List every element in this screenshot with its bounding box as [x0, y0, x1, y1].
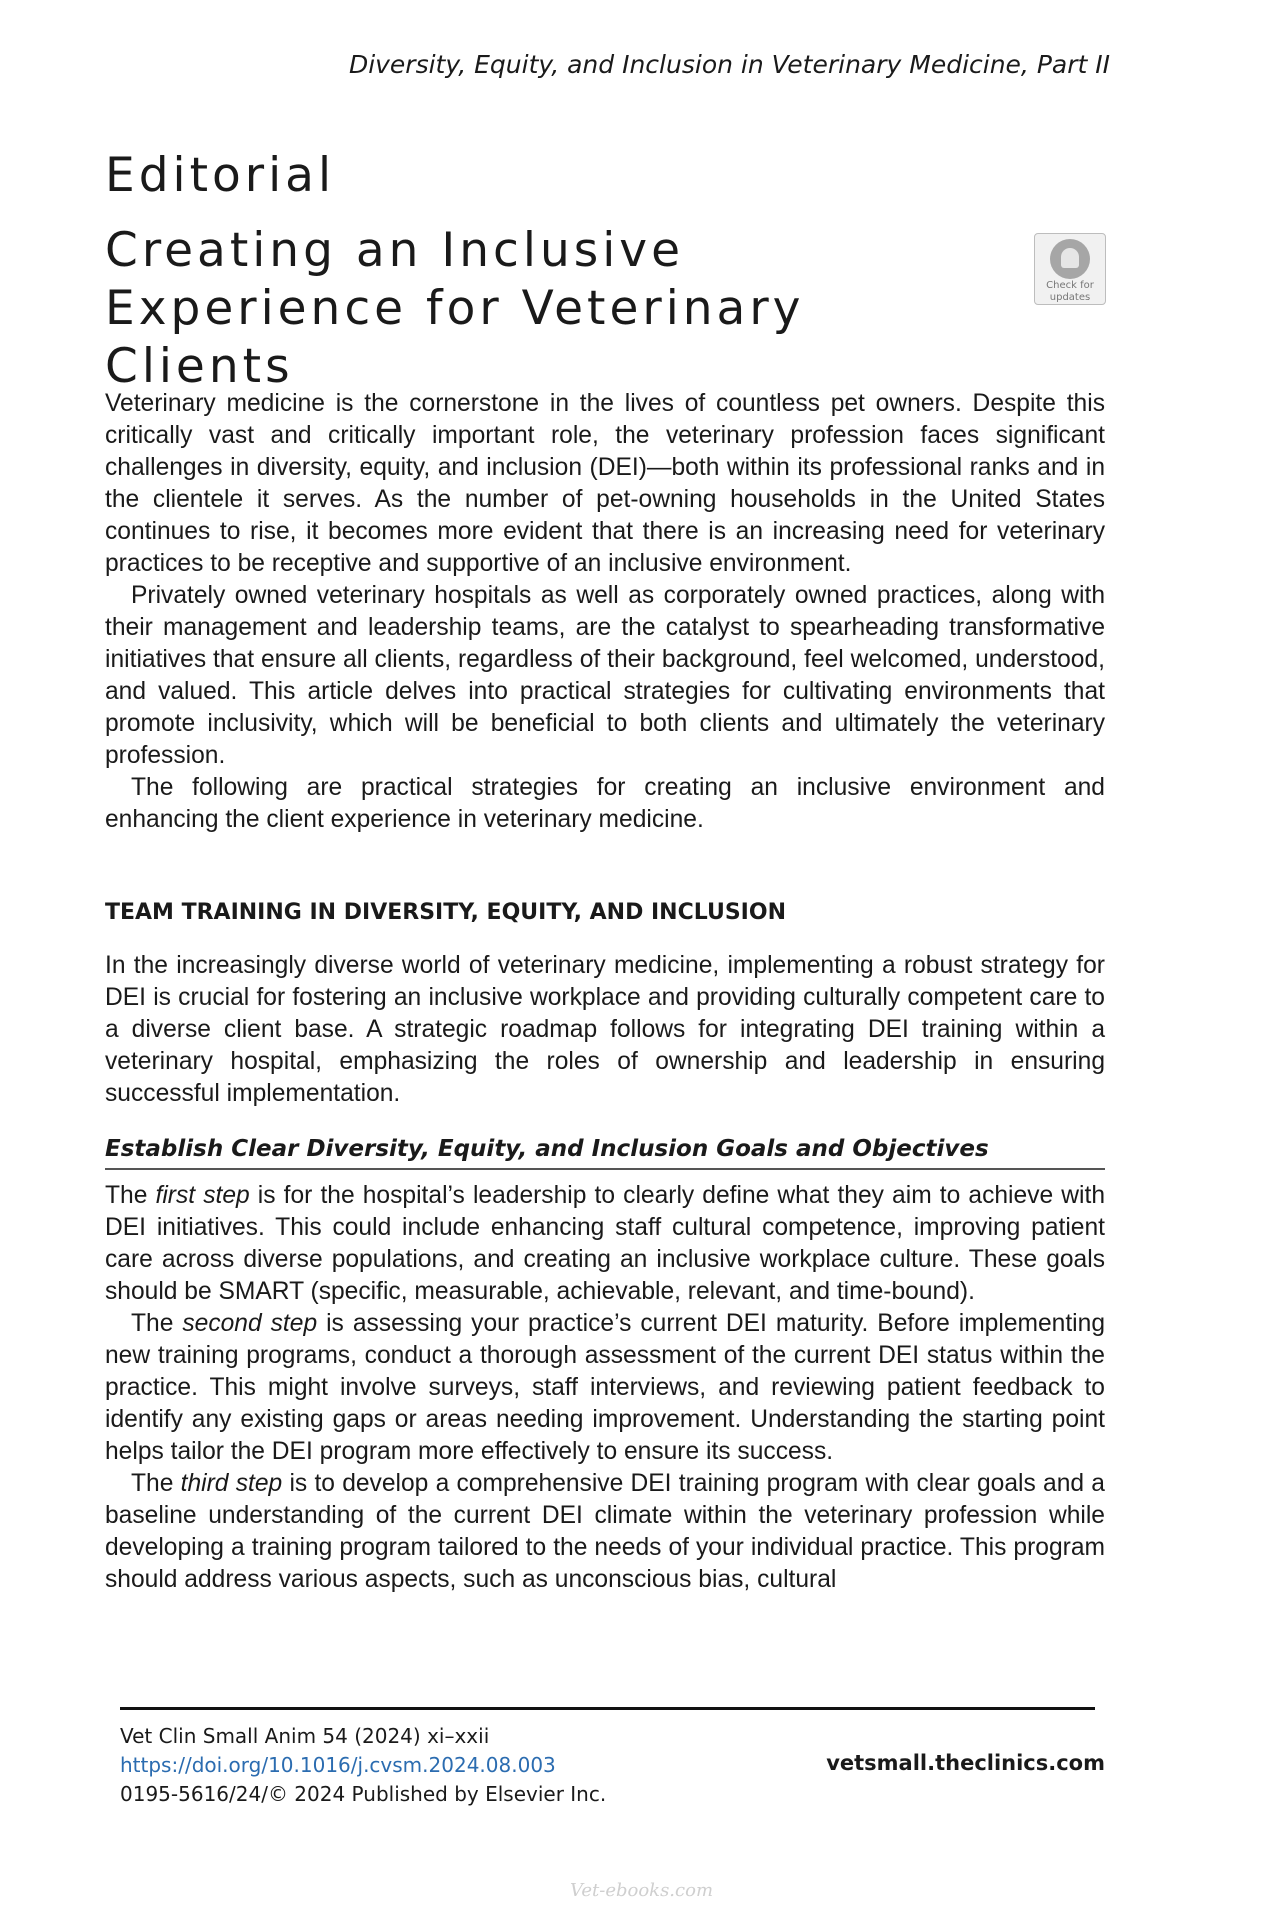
- intro-paragraph-1: Veterinary medicine is the cornerstone in the lives of countless pet owners. Despite this critically vast and critically important role, the veterinary profession faces significant challenges in diversity, equity, and inclusion (DEI)—both within its professional ranks and in the clientele it serves. As the number of pet-owning households in the United States continues to rise, it becomes more evident that there is an increasing need for veterinary practices to be receptive and supportive of an inclusive environment.: [105, 390, 1105, 577]
- intro-section: [105, 388, 1105, 836]
- second-step-paragraph: The second step is assessing your practice’s current DEI maturity. Before implementing new training programs, conduct a thorough assessment of the current DEI status within the practice. This might involve surveys, staff interviews, and reviewing patient feedback to identify any existing gaps or areas needing improvement. Understanding the starting point helps tailor the DEI program more effectively to ensure its success.: [105, 1310, 1105, 1465]
- running-head: Diversity, Equity, and Inclusion in Veterinary Medicine, Part II: [348, 50, 1110, 79]
- watermark-logo: Vet-ebooks.com: [570, 1880, 714, 1901]
- second-step-emphasis: second step: [182, 1310, 318, 1337]
- check-for-updates-button[interactable]: [1034, 233, 1106, 305]
- subsection-heading-goals: Establish Clear Diversity, Equity, and Inclusion Goals and Objectives: [105, 1136, 1105, 1170]
- article-title: Creating an Inclusive Experience for Veterinary Clients: [105, 223, 805, 394]
- team-training-paragraph: In the increasingly diverse world of veterinary medicine, implementing a robust strategy for DEI is crucial for fostering an inclusive workplace and providing culturally competent care to a diverse client base. A strategic roadmap follows for integrating DEI training within a veterinary hospital, emphasizing the roles of ownership and leadership in ensuring successful implementation.: [105, 952, 1105, 1107]
- first-step-emphasis: first step: [155, 1182, 250, 1209]
- crossmark-label-line2: updates: [1049, 292, 1091, 303]
- journal-website: vetsmall.theclinics.com: [826, 1751, 1105, 1775]
- footer-divider: [120, 1707, 1095, 1710]
- third-step-emphasis: third step: [180, 1470, 283, 1497]
- intro-paragraph-3: The following are practical strategies for creating an inclusive environment and enhancing the client experience in veterinary medicine.: [105, 774, 1105, 833]
- intro-paragraph-2: Privately owned veterinary hospitals as well as corporately owned practices, along with their management and leadership teams, are the catalyst to spearheading transformative initiatives that ensure all clients, regardless of their background, feel welcomed, understood, and valued. This article delves into practical strategies for cultivating environments that promote inclusivity, which will be beneficial to both clients and ultimately the veterinary profession.: [105, 582, 1105, 769]
- section-label: Editorial: [105, 148, 336, 203]
- crossmark-badge-icon: [1050, 239, 1090, 279]
- section-heading-team-training: TEAM TRAINING IN DIVERSITY, EQUITY, AND INCLUSION: [105, 900, 786, 925]
- third-step-paragraph: The third step is to develop a comprehensive DEI training program with clear goals and a baseline understanding of the current DEI climate within the veterinary profession while developing a training program tailored to the needs of your individual practice. This program should address various aspects, such as unconscious bias, cultural: [105, 1470, 1105, 1593]
- first-step-paragraph: The first step is for the hospital’s leadership to clearly define what they aim to achieve with DEI initiatives. This could include enhancing staff cultural competence, improving patient care across diverse populations, and creating an inclusive workplace culture. These goals should be SMART (specific, measurable, achievable, relevant, and time-bound).: [105, 1182, 1106, 1305]
- journal-citation: Vet Clin Small Anim 54 (2024) xi–xxii: [120, 1724, 490, 1748]
- footer-citation-block: [120, 1722, 606, 1809]
- section-team-training-body: [105, 950, 1105, 1110]
- copyright-line: 0195-5616/24/© 2024 Published by Elsevier Inc.: [120, 1782, 607, 1806]
- subsection-goals-body: [105, 1180, 1105, 1596]
- crossmark-label-line1: Check for: [1046, 280, 1094, 291]
- doi-link[interactable]: https://doi.org/10.1016/j.cvsm.2024.08.003: [120, 1753, 556, 1777]
